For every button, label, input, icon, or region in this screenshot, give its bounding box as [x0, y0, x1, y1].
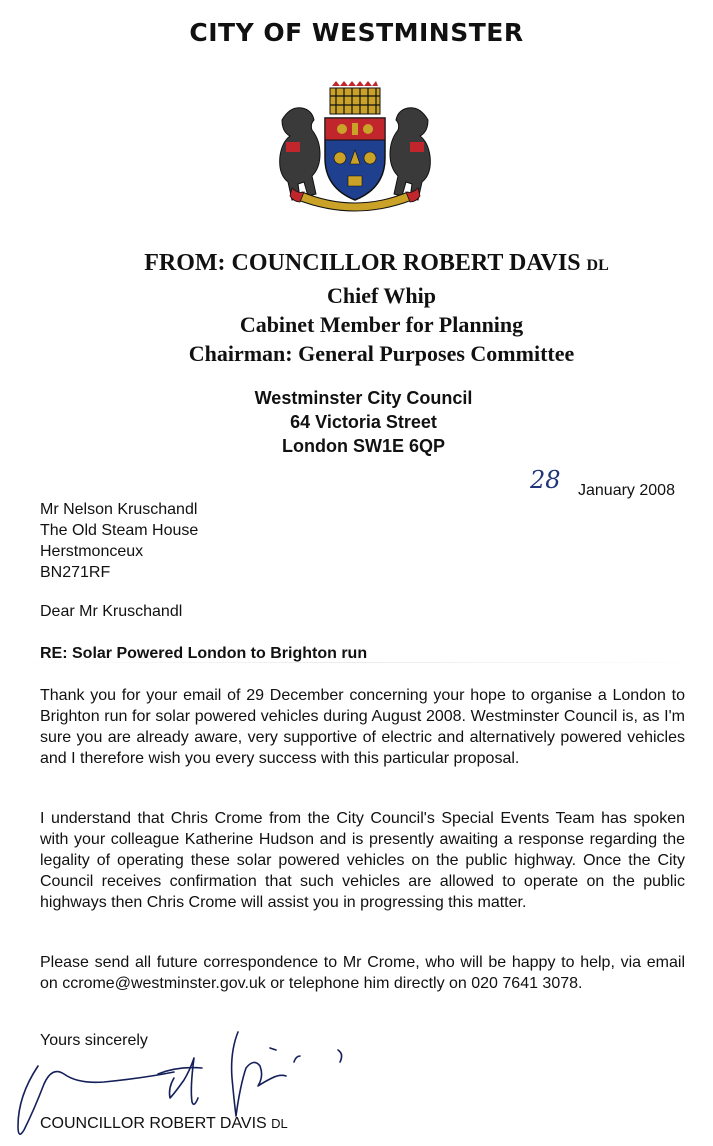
- sender-honorific: DL: [586, 257, 609, 274]
- letter-date: [530, 462, 700, 512]
- body-paragraph-3: Please send all future correspondence to Mr Crome, who will be happy to help, via email on ccrome@westminster.gov.uk or telephone him directly on 020 7641 3078.: [40, 954, 685, 992]
- body-paragraph-2: I understand that Chris Crome from the City Council's Special Events Team has spoken with your colleague Katherine Hudson and is presently awaiting a response regarding the legality of operating these solar powered vehicles on the public highway. Once the City Council receives confirmation that such vehicles are allowed to operate on the public highways then Chris Crome will assist you in progressing this matter.: [40, 810, 685, 911]
- sender-name: FROM: COUNCILLOR ROBERT DAVIS: [144, 250, 581, 276]
- sender-role-cabinet: Cabinet Member for Planning: [239, 312, 524, 337]
- closing: Yours sincerely: [40, 1032, 148, 1049]
- recipient-line: The Old Steam House: [40, 522, 199, 539]
- sender-role-chief-whip: Chief Whip: [326, 283, 436, 308]
- sender-address-line-2: 64 Victoria Street: [290, 412, 437, 432]
- signoff-honorific: DL: [271, 1116, 288, 1131]
- recipient-line: Mr Nelson Kruschandl: [40, 501, 198, 518]
- printed-date: January 2008: [578, 482, 675, 499]
- sender-name-line: [0, 250, 713, 277]
- sender-role-chairman: Chairman: General Purposes Committee: [188, 341, 575, 366]
- signoff-name: COUNCILLOR ROBERT DAVIS: [40, 1115, 267, 1132]
- recipient-line: BN271RF: [40, 564, 111, 581]
- recipient-line: Herstmonceux: [40, 543, 144, 560]
- handwritten-day: 28: [530, 466, 561, 494]
- body-paragraph-1: Thank you for your email of 29 December concerning your hope to organise a London to Brighton run for solar powered vehicles during August 2008. Westminster Council is, as I'm sure you are already aware, very supportive of electric and alternatively powered vehicles and I therefore wish you every success with this particular proposal.: [40, 687, 685, 767]
- subject-line: RE: Solar Powered London to Brighton run: [40, 645, 368, 662]
- signoff-name-line: [40, 1115, 288, 1133]
- salutation: Dear Mr Kruschandl: [40, 603, 183, 620]
- scan-artifact-line: [0, 662, 713, 663]
- recipient-address: [40, 499, 198, 583]
- sender-address-line-3: London SW1E 6QP: [281, 436, 445, 456]
- coat-of-arms-icon: [262, 80, 448, 214]
- sender-address-line-1: Westminster City Council: [254, 388, 473, 408]
- letterhead-title: CITY OF WESTMINSTER: [189, 18, 524, 47]
